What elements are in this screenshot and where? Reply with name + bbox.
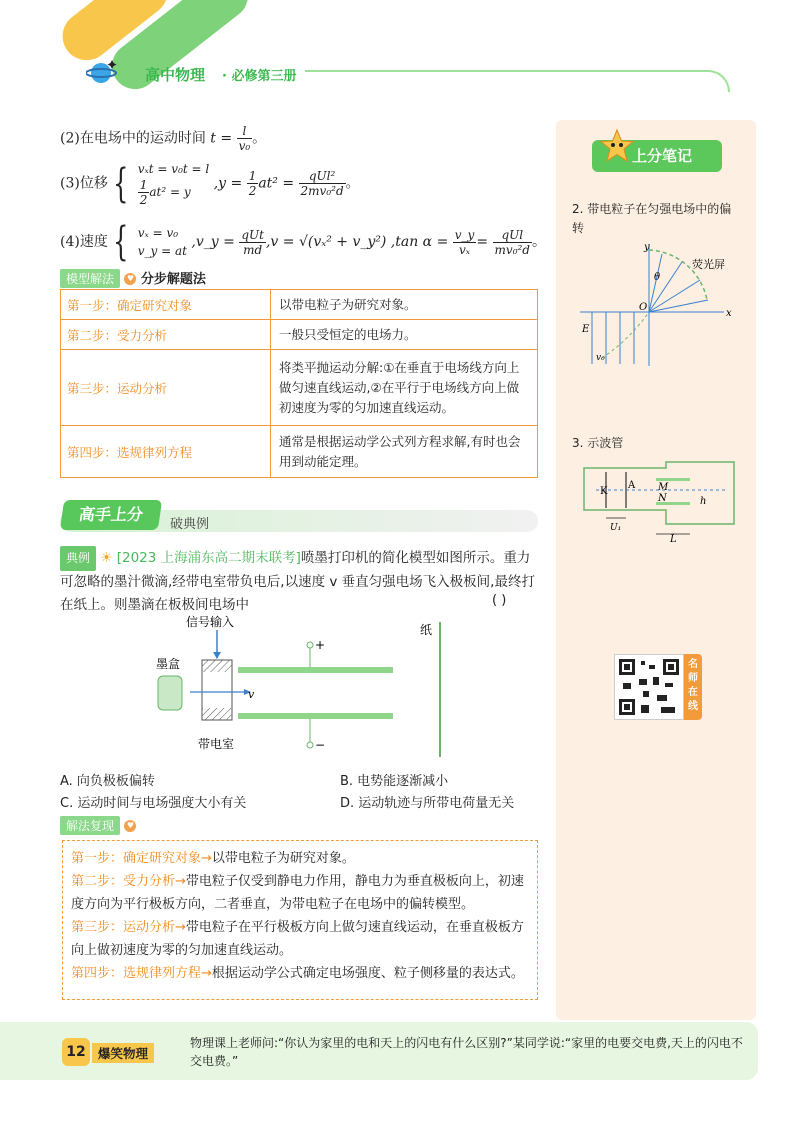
- option-d[interactable]: D. 运动轨迹与所带电荷量无关: [340, 796, 515, 811]
- model-tag: 模型解法: [60, 269, 120, 288]
- eq-time: (2)在电场中的运动时间 t = $\frac{l}{\text{v₀}}$ 。: [60, 124, 267, 153]
- signal-label: 信号输入: [186, 615, 235, 629]
- step-value: 以带电粒子为研究对象。: [271, 290, 538, 320]
- svg-text:N: N: [658, 493, 667, 504]
- minus-label: −: [315, 738, 326, 752]
- heart-icon: ♥: [124, 820, 136, 832]
- inkjet-diagram: [150, 612, 450, 762]
- option-b[interactable]: B. 电势能逐渐减小: [340, 774, 449, 789]
- option-c[interactable]: C. 运动时间与电场强度大小有关: [60, 796, 247, 811]
- step-value: 通常是根据运动学公式列方程求解,有时也会用到动能定理。: [271, 426, 538, 478]
- page-number: 12: [62, 1038, 90, 1066]
- eq-displacement: (3)位移 { vₓt = v₀t = l $\frac{1}{2}$ at² = y ,y = $\frac{1}{2}$ at² = $\frac{\text{qUl²}}{\text{2mv₀²d}}$ 。: [60, 160, 360, 207]
- qr-code-icon: [615, 655, 683, 719]
- example-question: 典例 ☀ [2023 上海浦东高二期末联考]喷墨打印机的简化模型如图所示。重力可忽略的墨汁微滴,经带电室带负电后,以速度 v 垂直匀强电场飞入极板间,最终打在纸上。则墨滴在板极间电场中: [60, 546, 538, 617]
- answer-paren: ( ): [492, 593, 507, 608]
- step-key: 第二步：受力分析: [61, 320, 271, 350]
- svg-text:L: L: [670, 534, 677, 544]
- table-row: [61, 290, 538, 320]
- eq-velocity: (4)速度 { vₓ = v₀ v_y = at ,v_y = $\frac{\text{qUt}}{md}$ ,v = √(vₓ² + v_y²) ,tan α = $\frac{v\_y}{\text{vₓ}}$ = $\frac{\text{qUl}}{\text{mv₀²d}}$ 。: [60, 219, 546, 265]
- svg-text:y: y: [644, 242, 650, 253]
- chamber-label: 带电室: [198, 737, 235, 751]
- table-row: [61, 426, 538, 478]
- book-subtitle: · 必修第三册: [222, 69, 297, 84]
- footer-joke: 物理课上老师问:“你认为家里的电和天上的闪电有什么区别?”某同学说:“家里的电要交电费,天上的闪电不交电费。”: [190, 1036, 743, 1068]
- screen-label: 荧光屏: [692, 258, 725, 271]
- note-3-title: 3. 示波管: [572, 436, 624, 450]
- svg-text:A: A: [628, 480, 636, 491]
- book-title: 高中物理: [145, 66, 206, 84]
- example-source: [2023 上海浦东高二期末联考]: [116, 550, 301, 566]
- upper-plate: [238, 667, 393, 673]
- svg-text:θ: θ: [654, 272, 661, 283]
- solution-tag: 解法复现: [60, 816, 120, 835]
- svg-text:v₀: v₀: [596, 353, 605, 363]
- step-key: 第一步：确定研究对象: [61, 290, 271, 320]
- note-2-title: 2. 带电粒子在匀强电场中的偏转: [572, 202, 732, 235]
- ink-box-label: 墨盒: [156, 657, 181, 671]
- header-rule: [305, 70, 730, 92]
- teacher-online-tab[interactable]: 名师在线: [684, 654, 702, 720]
- table-row: [61, 350, 538, 426]
- svg-text:h: h: [700, 496, 707, 507]
- cathode-ray-tube-diagram: [576, 458, 738, 544]
- velocity-label: v: [248, 688, 255, 701]
- svg-text:E: E: [582, 324, 590, 335]
- star-mascot-icon: [598, 128, 636, 166]
- plus-label: +: [315, 638, 326, 652]
- paper-label: 纸: [420, 623, 433, 637]
- model-heading: [60, 268, 206, 288]
- solution-heading: [60, 816, 136, 835]
- option-a[interactable]: A. 向负极板偏转: [60, 774, 155, 789]
- svg-text:U₁: U₁: [610, 523, 622, 533]
- ink-box: [158, 676, 182, 710]
- svg-text:K: K: [600, 486, 608, 497]
- deflection-diagram: [574, 240, 744, 370]
- step-value: 将类平抛运动分解:①在垂直于电场线方向上做匀速直线运动,②在平行于电场线方向上做初速度为零的匀加速直线运动。: [271, 350, 538, 426]
- solution-box: 第一步：确定研究对象→以带电粒子为研究对象。 第二步：受力分析→带电粒子仅受到静电力作用，静电力为垂直极板向上，初速度方向为平行极板方向，二者垂直，为带电粒子在电场中的偏转模型。 第三步：运动分析→带电粒子在平行极板方向上做匀速直线运动，在垂直极板方向上做初速度为零的匀加速直线运动。 第四步：选规律列方程→根据运动学公式确定电场强度、粒子侧移量的表达式。: [62, 840, 538, 1000]
- qr-code[interactable]: [614, 654, 684, 720]
- lower-plate: [238, 713, 393, 719]
- example-tag: 典例: [60, 546, 96, 571]
- svg-text:O: O: [639, 302, 648, 313]
- step-value: 一般只受恒定的电场力。: [271, 320, 538, 350]
- steps-table: [60, 289, 538, 478]
- model-title: 分步解题法: [140, 272, 206, 287]
- heart-icon: ♥: [124, 273, 136, 285]
- lightbulb-icon: ☀: [100, 550, 113, 566]
- step-key: 第四步：选规律列方程: [61, 426, 271, 478]
- footer-tag: 爆笑物理: [92, 1043, 154, 1063]
- section-banner-pill: 高手上分: [60, 500, 162, 530]
- section-banner-sub: 破典例: [170, 517, 210, 532]
- svg-text:x: x: [726, 308, 732, 319]
- planet-icon: [86, 55, 120, 89]
- notes-badge: 上分笔记: [592, 140, 722, 172]
- step-key: 第三步：运动分析: [61, 350, 271, 426]
- svg-text:M: M: [658, 482, 669, 493]
- table-row: [61, 320, 538, 350]
